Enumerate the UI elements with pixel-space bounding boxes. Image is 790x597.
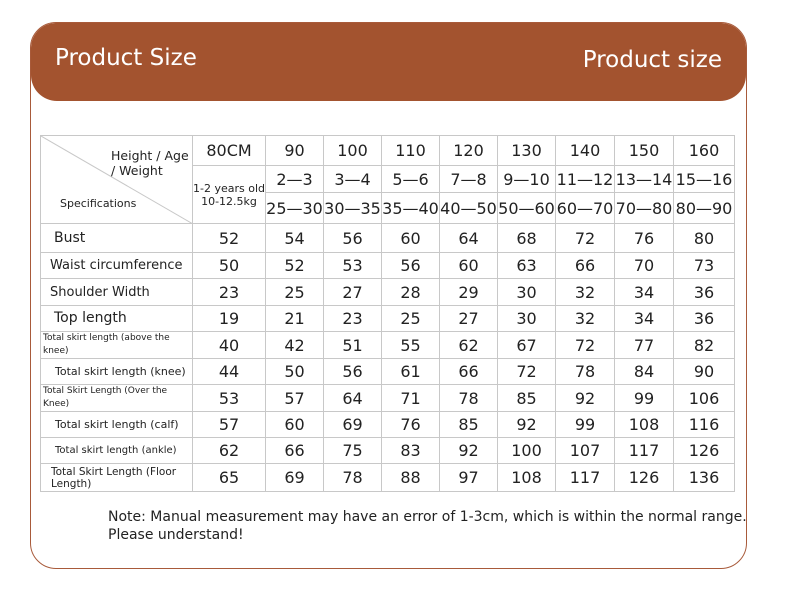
measurement-value: 64 [440, 224, 498, 253]
measurement-value: 34 [615, 279, 674, 306]
measurement-value: 32 [556, 279, 615, 306]
measurement-value: 99 [615, 385, 674, 412]
measurement-value: 60 [266, 412, 324, 438]
measurement-value: 117 [556, 464, 615, 492]
measurement-value: 60 [382, 224, 440, 253]
measurement-value: 71 [382, 385, 440, 412]
measurement-value: 32 [556, 306, 615, 332]
measurement-value: 82 [674, 332, 735, 359]
measurement-value: 126 [674, 438, 735, 464]
measurement-row [41, 306, 735, 332]
measurement-label: Total skirt length (ankle) [41, 438, 193, 464]
measurement-value: 30 [498, 306, 556, 332]
measurement-row [41, 253, 735, 279]
measurement-row [41, 279, 735, 306]
measurement-value: 76 [615, 224, 674, 253]
measurement-value: 36 [674, 279, 735, 306]
height-cell: 90 [266, 136, 324, 166]
header-title-right: Product size [582, 47, 722, 73]
measurement-label: Waist circumference [41, 253, 193, 279]
measurement-value: 34 [615, 306, 674, 332]
measurement-row [41, 412, 735, 438]
header-row-height [41, 136, 735, 166]
measurement-value: 72 [556, 332, 615, 359]
measurement-label: Top length [41, 306, 193, 332]
measurement-value: 36 [674, 306, 735, 332]
corner-height-age-label: Height / Age / Weight [111, 148, 189, 178]
measurement-value: 67 [498, 332, 556, 359]
age-cell: 7—8 [440, 166, 498, 193]
measurement-value: 25 [382, 306, 440, 332]
measurement-value: 56 [324, 359, 382, 385]
height-cell: 140 [556, 136, 615, 166]
measurement-label: Shoulder Width [41, 279, 193, 306]
weight-cell: 50—60 [498, 193, 556, 224]
measurement-value: 50 [193, 253, 266, 279]
weight-cell: 25—30 [266, 193, 324, 224]
weight-cell: 80—90 [674, 193, 735, 224]
measurement-value: 108 [498, 464, 556, 492]
measurement-label: Total skirt length (above the knee) [41, 332, 193, 359]
measurement-value: 107 [556, 438, 615, 464]
age-cell: 15—16 [674, 166, 735, 193]
measurement-row [41, 359, 735, 385]
measurement-label: Total skirt length (knee) [41, 359, 193, 385]
first-size-age-weight-cell: 1-2 years old 10-12.5kg [193, 166, 266, 224]
measurement-value: 117 [615, 438, 674, 464]
measurement-value: 97 [440, 464, 498, 492]
measurement-label: Bust [41, 224, 193, 253]
weight-cell: 35—40 [382, 193, 440, 224]
measurement-value: 65 [193, 464, 266, 492]
measurement-value: 64 [324, 385, 382, 412]
measurement-value: 70 [615, 253, 674, 279]
measurement-value: 88 [382, 464, 440, 492]
age-cell: 11—12 [556, 166, 615, 193]
measurement-value: 27 [440, 306, 498, 332]
measurement-value: 116 [674, 412, 735, 438]
measurement-row [41, 464, 735, 492]
measurement-value: 56 [324, 224, 382, 253]
measurement-value: 80 [674, 224, 735, 253]
measurement-value: 72 [498, 359, 556, 385]
measurement-value: 44 [193, 359, 266, 385]
measurement-value: 62 [440, 332, 498, 359]
measurement-value: 66 [440, 359, 498, 385]
measurement-value: 19 [193, 306, 266, 332]
measurement-value: 126 [615, 464, 674, 492]
measurement-value: 54 [266, 224, 324, 253]
measurement-row [41, 332, 735, 359]
measurement-value: 40 [193, 332, 266, 359]
measurement-value: 23 [324, 306, 382, 332]
age-cell: 5—6 [382, 166, 440, 193]
measurement-value: 61 [382, 359, 440, 385]
age-cell: 3—4 [324, 166, 382, 193]
measurement-label: Total skirt length (calf) [41, 412, 193, 438]
age-cell: 2—3 [266, 166, 324, 193]
measurement-row [41, 438, 735, 464]
measurement-value: 69 [324, 412, 382, 438]
measurement-value: 75 [324, 438, 382, 464]
measurement-value: 100 [498, 438, 556, 464]
measurement-note: Note: Manual measurement may have an error of 1-3cm, which is within the normal range. Please understand! [108, 509, 747, 543]
header-title-left: Product Size [55, 45, 197, 71]
measurement-value: 27 [324, 279, 382, 306]
measurement-value: 90 [674, 359, 735, 385]
measurement-value: 108 [615, 412, 674, 438]
measurement-value: 53 [324, 253, 382, 279]
measurement-value: 92 [498, 412, 556, 438]
measurement-value: 57 [193, 412, 266, 438]
measurement-value: 106 [674, 385, 735, 412]
measurement-value: 53 [193, 385, 266, 412]
height-cell: 150 [615, 136, 674, 166]
height-cell: 120 [440, 136, 498, 166]
measurement-value: 76 [382, 412, 440, 438]
measurement-value: 30 [498, 279, 556, 306]
measurement-value: 57 [266, 385, 324, 412]
measurement-value: 63 [498, 253, 556, 279]
measurement-value: 29 [440, 279, 498, 306]
header-banner [31, 23, 746, 101]
measurement-value: 66 [266, 438, 324, 464]
measurement-value: 52 [193, 224, 266, 253]
measurement-value: 52 [266, 253, 324, 279]
measurement-value: 60 [440, 253, 498, 279]
measurement-value: 23 [193, 279, 266, 306]
measurement-value: 85 [440, 412, 498, 438]
height-cell: 130 [498, 136, 556, 166]
measurement-value: 25 [266, 279, 324, 306]
measurement-value: 66 [556, 253, 615, 279]
measurement-value: 92 [440, 438, 498, 464]
weight-cell: 70—80 [615, 193, 674, 224]
measurement-value: 51 [324, 332, 382, 359]
measurement-value: 78 [440, 385, 498, 412]
measurement-value: 78 [324, 464, 382, 492]
measurement-row [41, 224, 735, 253]
measurement-value: 56 [382, 253, 440, 279]
corner-header-cell [41, 136, 193, 224]
measurement-value: 69 [266, 464, 324, 492]
measurement-value: 42 [266, 332, 324, 359]
weight-cell: 60—70 [556, 193, 615, 224]
measurement-value: 78 [556, 359, 615, 385]
measurement-value: 72 [556, 224, 615, 253]
measurement-label: Total Skirt Length (Over the Knee) [41, 385, 193, 412]
measurement-value: 73 [674, 253, 735, 279]
measurement-value: 50 [266, 359, 324, 385]
corner-specifications-label: Specifications [60, 197, 137, 210]
measurement-value: 62 [193, 438, 266, 464]
weight-cell: 40—50 [440, 193, 498, 224]
measurement-value: 92 [556, 385, 615, 412]
measurement-value: 83 [382, 438, 440, 464]
height-cell: 110 [382, 136, 440, 166]
age-cell: 9—10 [498, 166, 556, 193]
weight-cell: 30—35 [324, 193, 382, 224]
measurement-value: 99 [556, 412, 615, 438]
size-table [40, 135, 735, 492]
height-cell: 80CM [193, 136, 266, 166]
measurement-value: 136 [674, 464, 735, 492]
measurement-value: 55 [382, 332, 440, 359]
measurement-value: 85 [498, 385, 556, 412]
measurement-row [41, 385, 735, 412]
measurement-value: 28 [382, 279, 440, 306]
measurement-label: Total Skirt Length (Floor Length) [41, 464, 193, 492]
measurement-value: 68 [498, 224, 556, 253]
measurement-value: 77 [615, 332, 674, 359]
measurement-value: 21 [266, 306, 324, 332]
measurement-value: 84 [615, 359, 674, 385]
age-cell: 13—14 [615, 166, 674, 193]
height-cell: 100 [324, 136, 382, 166]
height-cell: 160 [674, 136, 735, 166]
